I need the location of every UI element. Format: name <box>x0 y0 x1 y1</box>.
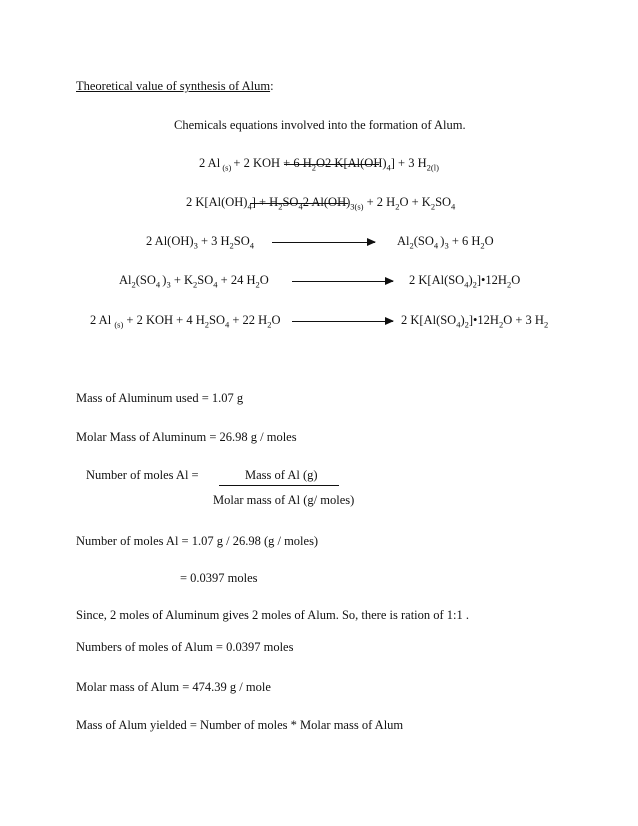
moles-formula-numerator: Mass of Al (g) <box>245 468 318 482</box>
equations-title: Chemicals equations involved into the formation of Alum. <box>174 118 466 132</box>
section-heading <box>76 80 274 93</box>
molar-mass-aluminum-line: Molar Mass of Aluminum = 26.98 g / moles <box>76 430 297 444</box>
ratio-statement: Since, 2 moles of Aluminum gives 2 moles of Alum. So, there is ration of 1:1 . <box>76 608 470 622</box>
fraction-bar <box>219 485 339 486</box>
equation-1-overlapping-arrow-line <box>284 164 379 165</box>
equation-1: 2 Al $_{(s)}$ + 2 KOH + 6 $H_2O2$ $K[Al(OH)_4] + 3$ $H_{2(l)}$ <box>199 156 439 173</box>
moles-formula-denominator: Molar mass of Al (g/ moles) <box>213 493 355 507</box>
equation-3-right: $Al_2(SO_4$ )$_3 + 6$ $H_2O$ <box>397 234 494 251</box>
equation-5-right: 2 $K[Al(SO_4)_2]•12H_2O + 3$ $H_2$ <box>401 313 549 330</box>
reaction-arrow-icon <box>292 281 393 282</box>
moles-calculation-line: Number of moles Al = 1.07 g / 26.98 (g / moles) <box>76 534 319 548</box>
heading-colon: : <box>270 79 274 93</box>
mass-alum-yielded-line: Mass of Alum yielded = Number of moles * Molar mass of Alum <box>76 718 404 732</box>
equation-4-left: $Al_2(SO_4$ )$_3 + K_2SO_4 + 24$ $H_2O$ <box>119 273 269 290</box>
equation-3-left: 2 $Al(OH)_3 + 3$ $H_2SO_4$ <box>146 234 255 251</box>
equation-2: 2 $K[Al(OH)_4] + H_2SO_42$ $Al(OH)_{3(s)} + 2$ $H_2O + K_2SO_4$ <box>186 195 456 212</box>
moles-formula-label: Number of moles Al = <box>86 468 199 482</box>
equation-2-overlapping-arrow-line <box>250 203 348 204</box>
reaction-arrow-icon <box>272 242 375 243</box>
moles-alum-line: Numbers of moles of Alum = 0.0397 moles <box>76 640 294 654</box>
equation-5-left: 2 Al $_{(s)}$ + 2 KOH + 4 $H_2SO_4 + 22$ $H_2O$ <box>90 313 281 330</box>
reaction-arrow-icon <box>292 321 393 322</box>
heading-text: Theoretical value of synthesis of Alum <box>76 79 271 93</box>
molar-mass-alum-line: Molar mass of Alum = 474.39 g / mole <box>76 680 271 694</box>
moles-result-line: = 0.0397 moles <box>180 571 258 585</box>
equation-4-right: 2 $K[Al(SO_4)_2]•12H_2O$ <box>409 273 521 290</box>
mass-aluminum-line: Mass of Aluminum used = 1.07 g <box>76 391 244 405</box>
